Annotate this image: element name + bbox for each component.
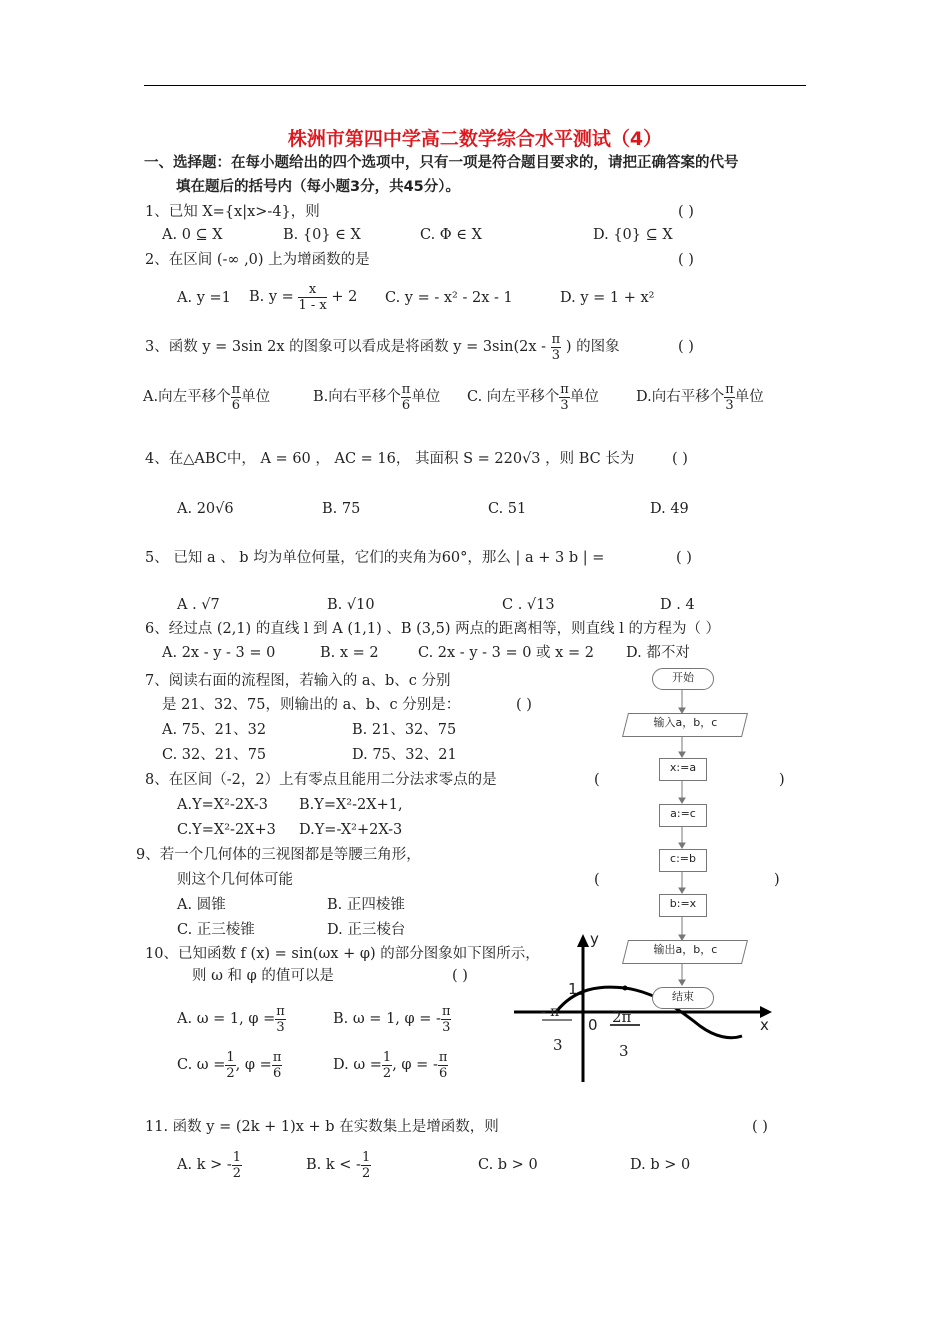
section-heading-line1: 一、选择题：在每小题给出的四个选项中，只有一项是符合题目要求的，请把正确答案的代号 <box>144 155 739 171</box>
q11-stem: 11. 函数 y = (2k + 1)x + b 在实数集上是增函数，则 <box>145 1119 499 1135</box>
q8-answer-blank-close: ) <box>779 772 785 788</box>
flowchart-step-a-c: a:=c <box>659 804 707 827</box>
q2-option-d: D. y = 1 + x² <box>560 290 655 306</box>
q7-answer-blank: ( ) <box>516 697 532 713</box>
q4-stem: 4、在△ABC中， A = 60 ， AC = 16， 其面积 S = 220√3 ，则 BC 长为 <box>145 451 635 467</box>
q3-answer-blank: ( ) <box>678 339 694 355</box>
flowchart-step-x-a: x:=a <box>659 758 707 781</box>
q10-answer-blank: ( ) <box>452 968 468 984</box>
q6-option-b: B. x = 2 <box>320 645 379 661</box>
q6-option-c: C. 2x - y - 3 = 0 或 x = 2 <box>418 645 594 661</box>
graph-y-label: y <box>590 930 599 948</box>
q3-option-d: D.向右平移个 $\frac{\pi}{3}$ 单位 <box>636 381 764 413</box>
q1-option-a: A. 0 ⊆ X <box>162 227 223 243</box>
graph-tick-neg-pi: - π <box>541 1004 560 1020</box>
q7-stem-line2: 是 21、32、75，则输出的 a、b、c 分别是： <box>162 697 461 713</box>
q6-stem: 6、经过点 (2,1) 的直线 l 到 A (1,1) 、B (3,5) 两点的距离相等，则直线 l 的方程为（ ） <box>145 621 721 637</box>
q9-option-c: C. 正三棱锥 <box>177 922 255 938</box>
graph-origin-zero: 0 <box>588 1016 598 1034</box>
q4-answer-blank: ( ) <box>672 451 688 467</box>
q8-option-d: D.Y=-X²+2X-3 <box>299 822 403 838</box>
q7-option-b: B. 21、32、75 <box>352 722 457 738</box>
q11-option-d: D. b > 0 <box>630 1157 691 1173</box>
q8-stem: 8、在区间（-2，2）上有零点且能用二分法求零点的是 <box>145 772 497 788</box>
q4-option-d: D. 49 <box>650 501 689 517</box>
q11-option-c: C. b > 0 <box>478 1157 538 1173</box>
flowchart-output: 输出a，b，c <box>622 940 748 964</box>
q2-b-fraction: $\frac{x}{1 - x}$ <box>298 281 327 313</box>
q10-stem-line1: 10、已知函数 f (x) = sin(ωx + φ) 的部分图象如下图所示， <box>145 946 540 962</box>
q11-option-a: A. k > - $\frac{1}{2}$ <box>177 1149 242 1181</box>
q8-option-c: C.Y=X²-2X+3 <box>177 822 276 838</box>
q9-option-b: B. 正四棱锥 <box>327 897 405 913</box>
q9-answer-blank: ( <box>594 872 600 888</box>
q5-answer-blank: ( ) <box>676 550 692 566</box>
q2-option-c: C. y = - x² - 2x - 1 <box>385 290 513 306</box>
q1-stem: 1、已知 X={x|x>-4}，则 <box>145 204 320 220</box>
q9-stem-line1: 9、若一个几何体的三视图都是等腰三角形， <box>136 847 421 863</box>
q7-option-d: D. 75、32、21 <box>352 747 457 763</box>
q8-answer-blank: ( <box>594 772 600 788</box>
q2-option-a: A. y =1 <box>177 290 231 306</box>
q9-option-a: A. 圆锥 <box>177 897 226 913</box>
q7-option-c: C. 32、21、75 <box>162 747 267 763</box>
q1-option-d: D. {0} ⊆ X <box>593 227 673 243</box>
flowchart-input: 输入a，b，c <box>622 713 748 737</box>
q4-option-a: A. 20√6 <box>177 501 234 517</box>
q9-option-d: D. 正三棱台 <box>327 922 406 938</box>
q5-option-a: A . √7 <box>177 597 220 613</box>
q5-stem: 5、 已知 a 、 b 均为单位何量，它们的夹角为60°，那么 | a + 3 b | = <box>145 550 605 566</box>
q10-option-b: B. ω = 1, φ = - $\frac{\pi}{3}$ <box>333 1003 451 1035</box>
q3-option-c: C. 向左平移个 $\frac{\pi}{3}$ 单位 <box>467 381 599 413</box>
q7-stem-line1: 7、阅读右面的流程图，若输入的 a、b、c 分别 <box>145 673 451 689</box>
q6-option-d: D. 都不对 <box>626 645 690 661</box>
graph-x-label: x <box>760 1016 769 1034</box>
q4-option-c: C. 51 <box>488 501 527 517</box>
q9-stem-line2: 则这个几何体可能 <box>177 872 293 888</box>
q2-option-b: B. y = $\frac{x}{1 - x}$ + 2 <box>249 281 358 313</box>
graph-tick-2pi-den: 3 <box>619 1042 629 1060</box>
q8-option-b: B.Y=X²-2X+1, <box>299 797 403 813</box>
graph-tick-2pi: 2π <box>612 1008 632 1026</box>
q3-option-b: B.向右平移个 $\frac{\pi}{6}$ 单位 <box>313 381 441 413</box>
q11-answer-blank: ( ) <box>752 1119 768 1135</box>
q2-stem: 2、在区间 (-∞ ,0) 上为增函数的是 <box>145 252 370 268</box>
q5-option-d: D . 4 <box>660 597 695 613</box>
q3-stem-fraction: $\frac{\pi}{3}$ <box>551 331 561 363</box>
q7-option-a: A. 75、21、32 <box>162 722 267 738</box>
flowchart-step-c-b: c:=b <box>659 849 707 872</box>
q10-stem-line2: 则 ω 和 φ 的值可以是 <box>192 968 334 984</box>
q6-option-a: A. 2x - y - 3 = 0 <box>162 645 276 661</box>
page-title: 株洲市第四中学高二数学综合水平测试（4） <box>287 128 663 150</box>
q1-option-c: C. Φ ∈ X <box>420 227 482 243</box>
q1-option-b: B. {0} ∈ X <box>283 227 361 243</box>
q10-option-c: C. ω = $\frac{1}{2}$ , φ = $\frac{\pi}{6}$ <box>177 1049 282 1081</box>
q9-answer-blank-close: ) <box>774 872 780 888</box>
q2-answer-blank: ( ) <box>678 252 694 268</box>
section-heading-line2: 填在题后的括号内（每小题3分，共45分）。 <box>176 179 461 195</box>
graph-tick-neg-pi-den: 3 <box>553 1036 563 1054</box>
q3-option-a: A.向左平移个 $\frac{\pi}{6}$ 单位 <box>143 381 271 413</box>
q5-option-c: C . √13 <box>502 597 555 613</box>
flowchart-end: 结束 <box>652 987 714 1009</box>
q8-option-a: A.Y=X²-2X-3 <box>177 797 268 813</box>
q1-answer-blank: ( ) <box>678 204 694 220</box>
flowchart-start: 开始 <box>652 668 714 690</box>
q5-option-b: B. √10 <box>327 597 375 613</box>
flowchart-step-b-x: b:=x <box>659 894 707 917</box>
q4-option-b: B. 75 <box>322 501 361 517</box>
graph-tick-one: 1 <box>568 980 578 998</box>
q10-option-d: D. ω = $\frac{1}{2}$ , φ = - $\frac{\pi}{6}$ <box>333 1049 448 1081</box>
q11-option-b: B. k < - $\frac{1}{2}$ <box>306 1149 371 1181</box>
q10-option-a: A. ω = 1, φ = $\frac{\pi}{3}$ <box>177 1003 285 1035</box>
q3-stem: 3、函数 y = 3sin 2x 的图象可以看成是将函数 y = 3sin(2x - $\frac{\pi}{3}$ ) 的图象 <box>145 331 620 363</box>
